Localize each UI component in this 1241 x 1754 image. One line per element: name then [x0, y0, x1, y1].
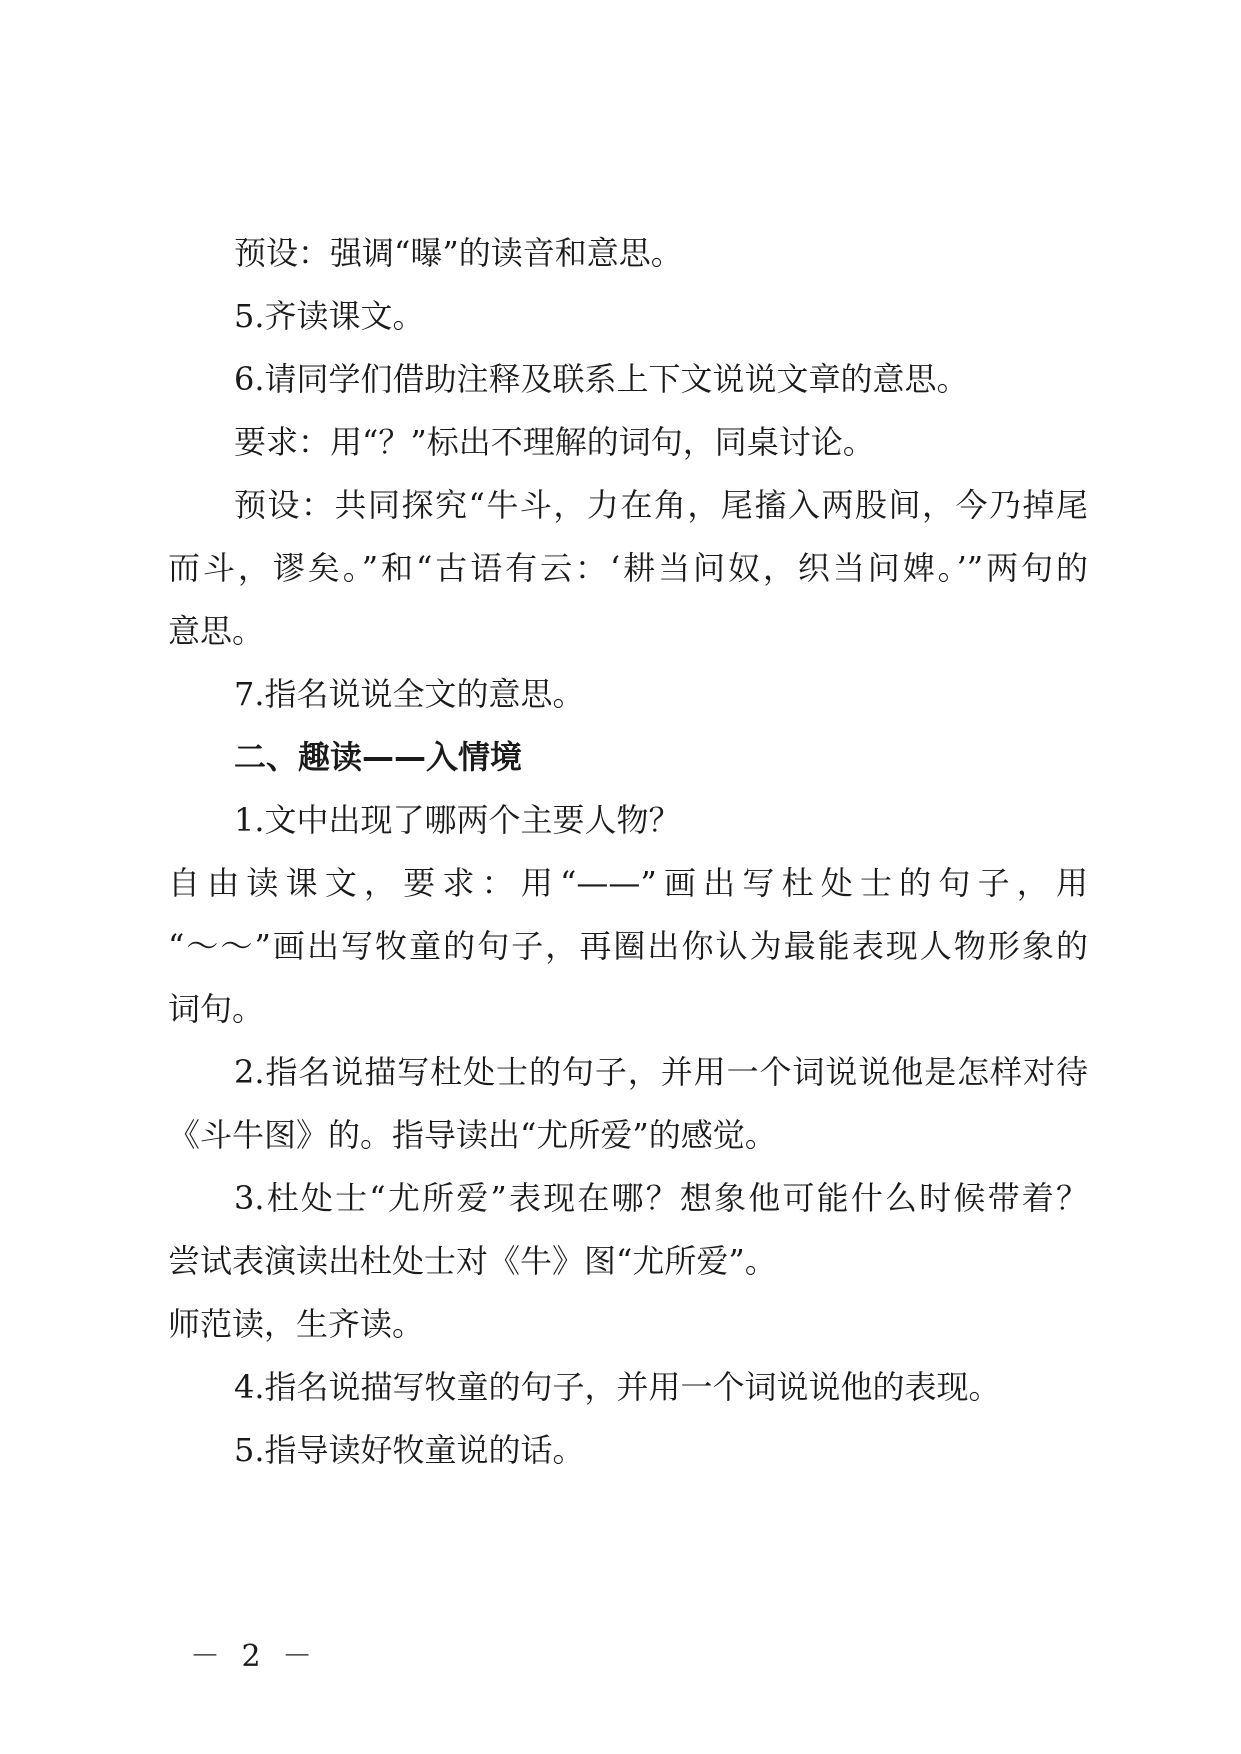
- text-line-q2: 2.指名说描写杜处士的句子，并用一个词说说他是怎样对待: [234, 1053, 1088, 1091]
- text-line-preset-explore-end: 意思。: [168, 612, 265, 650]
- text-line-teacher-reading: 师范读，生齐读。: [168, 1305, 425, 1343]
- text-line-preset-explore: 预设：共同探究“牛斗，力在角，尾搐入两股间，今乃掉尾: [234, 486, 1088, 524]
- text-line-q3: 3.杜处士“尤所爱”表现在哪？想象他可能什么时候带着？: [234, 1179, 1088, 1217]
- text-line-q5: 5.指导读好牧童说的话。: [234, 1431, 585, 1469]
- text-line-step-7: 7.指名说说全文的意思。: [234, 675, 585, 713]
- text-line-reading-requirement-cont: “～～”画出写牧童的句子，再圈出你认为最能表现人物形象的: [168, 927, 1088, 965]
- text-line-step-5: 5.齐读课文。: [234, 297, 425, 335]
- text-line-q3-cont: 尝试表演读出杜处士对《牛》图“尤所爱”。: [168, 1242, 777, 1280]
- text-line-q1: 1.文中出现了哪两个主要人物？: [234, 801, 681, 839]
- text-line-q2-cont: 《斗牛图》的。指导读出“尤所爱”的感觉。: [168, 1116, 777, 1154]
- text-line-reading-requirement-end: 词句。: [168, 990, 265, 1028]
- text-line-preset-explore-cont: 而斗，谬矣。”和“古语有云：‘耕当问奴，织当问婢。’”两句的: [168, 549, 1088, 587]
- text-line-preset-pronunciation: 预设：强调“曝”的读音和意思。: [234, 234, 683, 272]
- text-line-step-6: 6.请同学们借助注释及联系上下文说说文章的意思。: [234, 360, 969, 398]
- text-line-q4: 4.指名说描写牧童的句子，并用一个词说说他的表现。: [234, 1368, 1001, 1406]
- text-line-reading-requirement: 自由读课文，要求：用“——”画出写杜处士的句子，用: [168, 864, 1088, 902]
- text-line-requirement: 要求：用“？”标出不理解的词句，同桌讨论。: [234, 423, 875, 461]
- section-heading: 二、趣读——入情境: [234, 738, 523, 776]
- page-number: － 2 －: [190, 1639, 319, 1674]
